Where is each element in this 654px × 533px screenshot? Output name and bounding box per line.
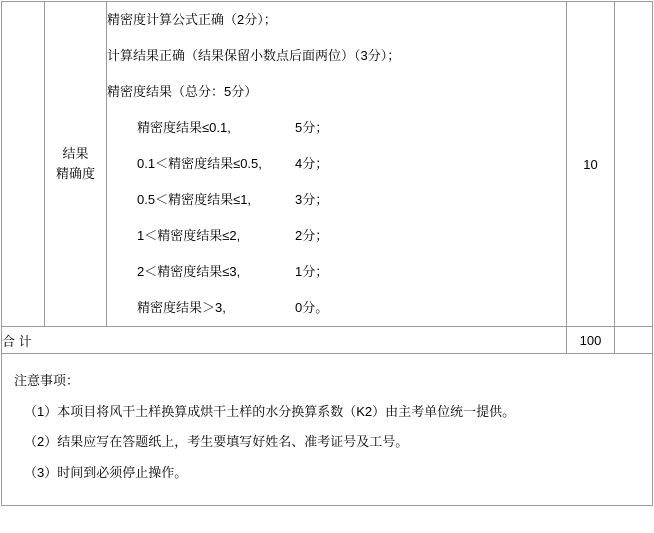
sub-item-6 [107, 290, 566, 326]
criterion-detail-cell [107, 2, 567, 327]
note-item-2: （2）结果应写在答题纸上，考生要填写好姓名、准考证号及工号。 [24, 434, 409, 450]
note-item-1: （1）本项目将风干土样换算成烘干土样的水分换算系数（K2）由主考单位统一提供。 [24, 403, 516, 419]
sub-item-3 [107, 182, 566, 218]
sub-item-4-label: 1＜精密度结果≤2, [137, 228, 241, 243]
sub-item-1-label: 精密度结果≤0.1, [137, 120, 231, 135]
sub-item-5-label: 2＜精密度结果≤3, [137, 264, 241, 279]
criterion-line-1: 精密度计算公式正确（2分）； [107, 12, 277, 27]
criterion-score-cell: 10 [567, 2, 615, 327]
sub-item-2-label: 0.1＜精密度结果≤0.5, [137, 156, 262, 171]
note-item-3: （3）时间到必须停止操作。 [24, 464, 188, 480]
criterion-name-line2: 精确度 [55, 166, 95, 181]
sub-item-2 [107, 146, 566, 182]
sub-item-3-label: 0.5＜精密度结果≤1, [137, 192, 252, 207]
criterion-line-3: 精密度结果（总分：5分） [107, 84, 258, 99]
sub-item-4 [107, 218, 566, 254]
criterion-index-cell [2, 2, 45, 327]
criterion-name-cell [45, 2, 107, 327]
criterion-name-line1: 结果 [62, 145, 89, 161]
sub-item-3-score: 3分； [295, 192, 329, 207]
total-actual-score-cell[interactable] [615, 327, 653, 354]
sub-item-6-label: 精密度结果＞3, [137, 300, 226, 315]
sub-item-2-score: 4分； [295, 156, 329, 171]
sub-item-4-score: 2分； [295, 228, 329, 243]
notes-section [1, 354, 653, 506]
sub-item-6-score: 0分。 [295, 300, 329, 315]
table-row-total [2, 327, 653, 354]
sub-item-5-score: 1分； [295, 264, 329, 279]
criterion-actual-score-cell[interactable] [615, 2, 653, 327]
document-page [0, 1, 654, 533]
table-row-criterion [2, 2, 653, 327]
total-score-cell: 100 [567, 327, 615, 354]
notes-title: 注意事项： [14, 373, 80, 388]
grading-table [1, 1, 653, 354]
sub-item-1 [107, 110, 566, 146]
sub-item-1-score: 5分； [295, 120, 329, 135]
criterion-line-2: 计算结果正确（结果保留小数点后面两位）（3分）； [107, 48, 401, 63]
total-label-cell: 合 计 [2, 327, 567, 354]
sub-item-5 [107, 254, 566, 290]
